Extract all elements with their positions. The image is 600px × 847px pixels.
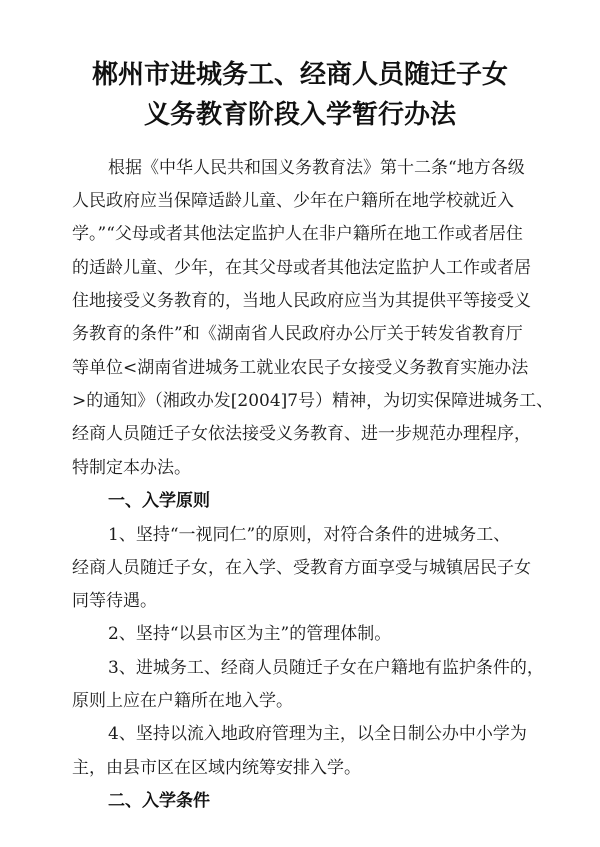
item-line: 经商人员随迁子女，在入学、受教育方面享受与城镇居民子女 <box>72 558 531 578</box>
item-line: 原则上应在户籍所在地入学。 <box>72 691 293 711</box>
preamble-line: 住地接受义务教育的，当地人民政府应当为其提供平等接受义 <box>72 291 531 311</box>
document-title-line-1: 郴州市进城务工、经商人员随迁子女 <box>91 60 508 90</box>
preamble-line: 特制定本办法。 <box>72 458 191 478</box>
item-line: 2、坚持“以县市区为主”的管理体制。 <box>108 624 392 644</box>
preamble-line: 的适龄儿童、少年，在其父母或者其他法定监护人工作或者居 <box>72 258 531 278</box>
preamble-line: 人民政府应当保障适龄儿童、少年在户籍所在地学校就近入 <box>72 191 514 211</box>
item-line: 主，由县市区在区域内统筹安排入学。 <box>72 758 361 778</box>
section-heading: 二、入学条件 <box>108 791 210 811</box>
preamble-line: 务教育的条件”和《湖南省人民政府办公厅关于转发省教育厅 <box>72 324 523 344</box>
item-line: 4、坚持以流入地政府管理为主，以全日制公办中小学为 <box>108 724 527 744</box>
preamble-line: 经商人员随迁子女依法接受义务教育、进一步规范办理程序， <box>72 424 531 444</box>
item-line: 3、进城务工、经商人员随迁子女在户籍地有监护条件的， <box>108 658 544 678</box>
section-heading: 一、入学原则 <box>108 491 210 511</box>
item-line: 同等待遇。 <box>72 591 157 611</box>
preamble-line: >的通知》（湘政办发[2004]7号）精神，为切实保障进城务工、 <box>72 391 554 411</box>
preamble-line: 根据《中华人民共和国义务教育法》第十二条“地方各级 <box>108 158 525 178</box>
document-title-line-2: 义务教育阶段入学暂行办法 <box>143 100 456 130</box>
item-line: 1、坚持“一视同仁”的原则，对符合条件的进城务工、 <box>108 525 511 545</box>
preamble-line: 等单位<湖南省进城务工就业农民子女接受义务教育实施办法 <box>72 358 529 378</box>
preamble-line: 学。”“父母或者其他法定监护人在非户籍所在地工作或者居住 <box>72 224 523 244</box>
